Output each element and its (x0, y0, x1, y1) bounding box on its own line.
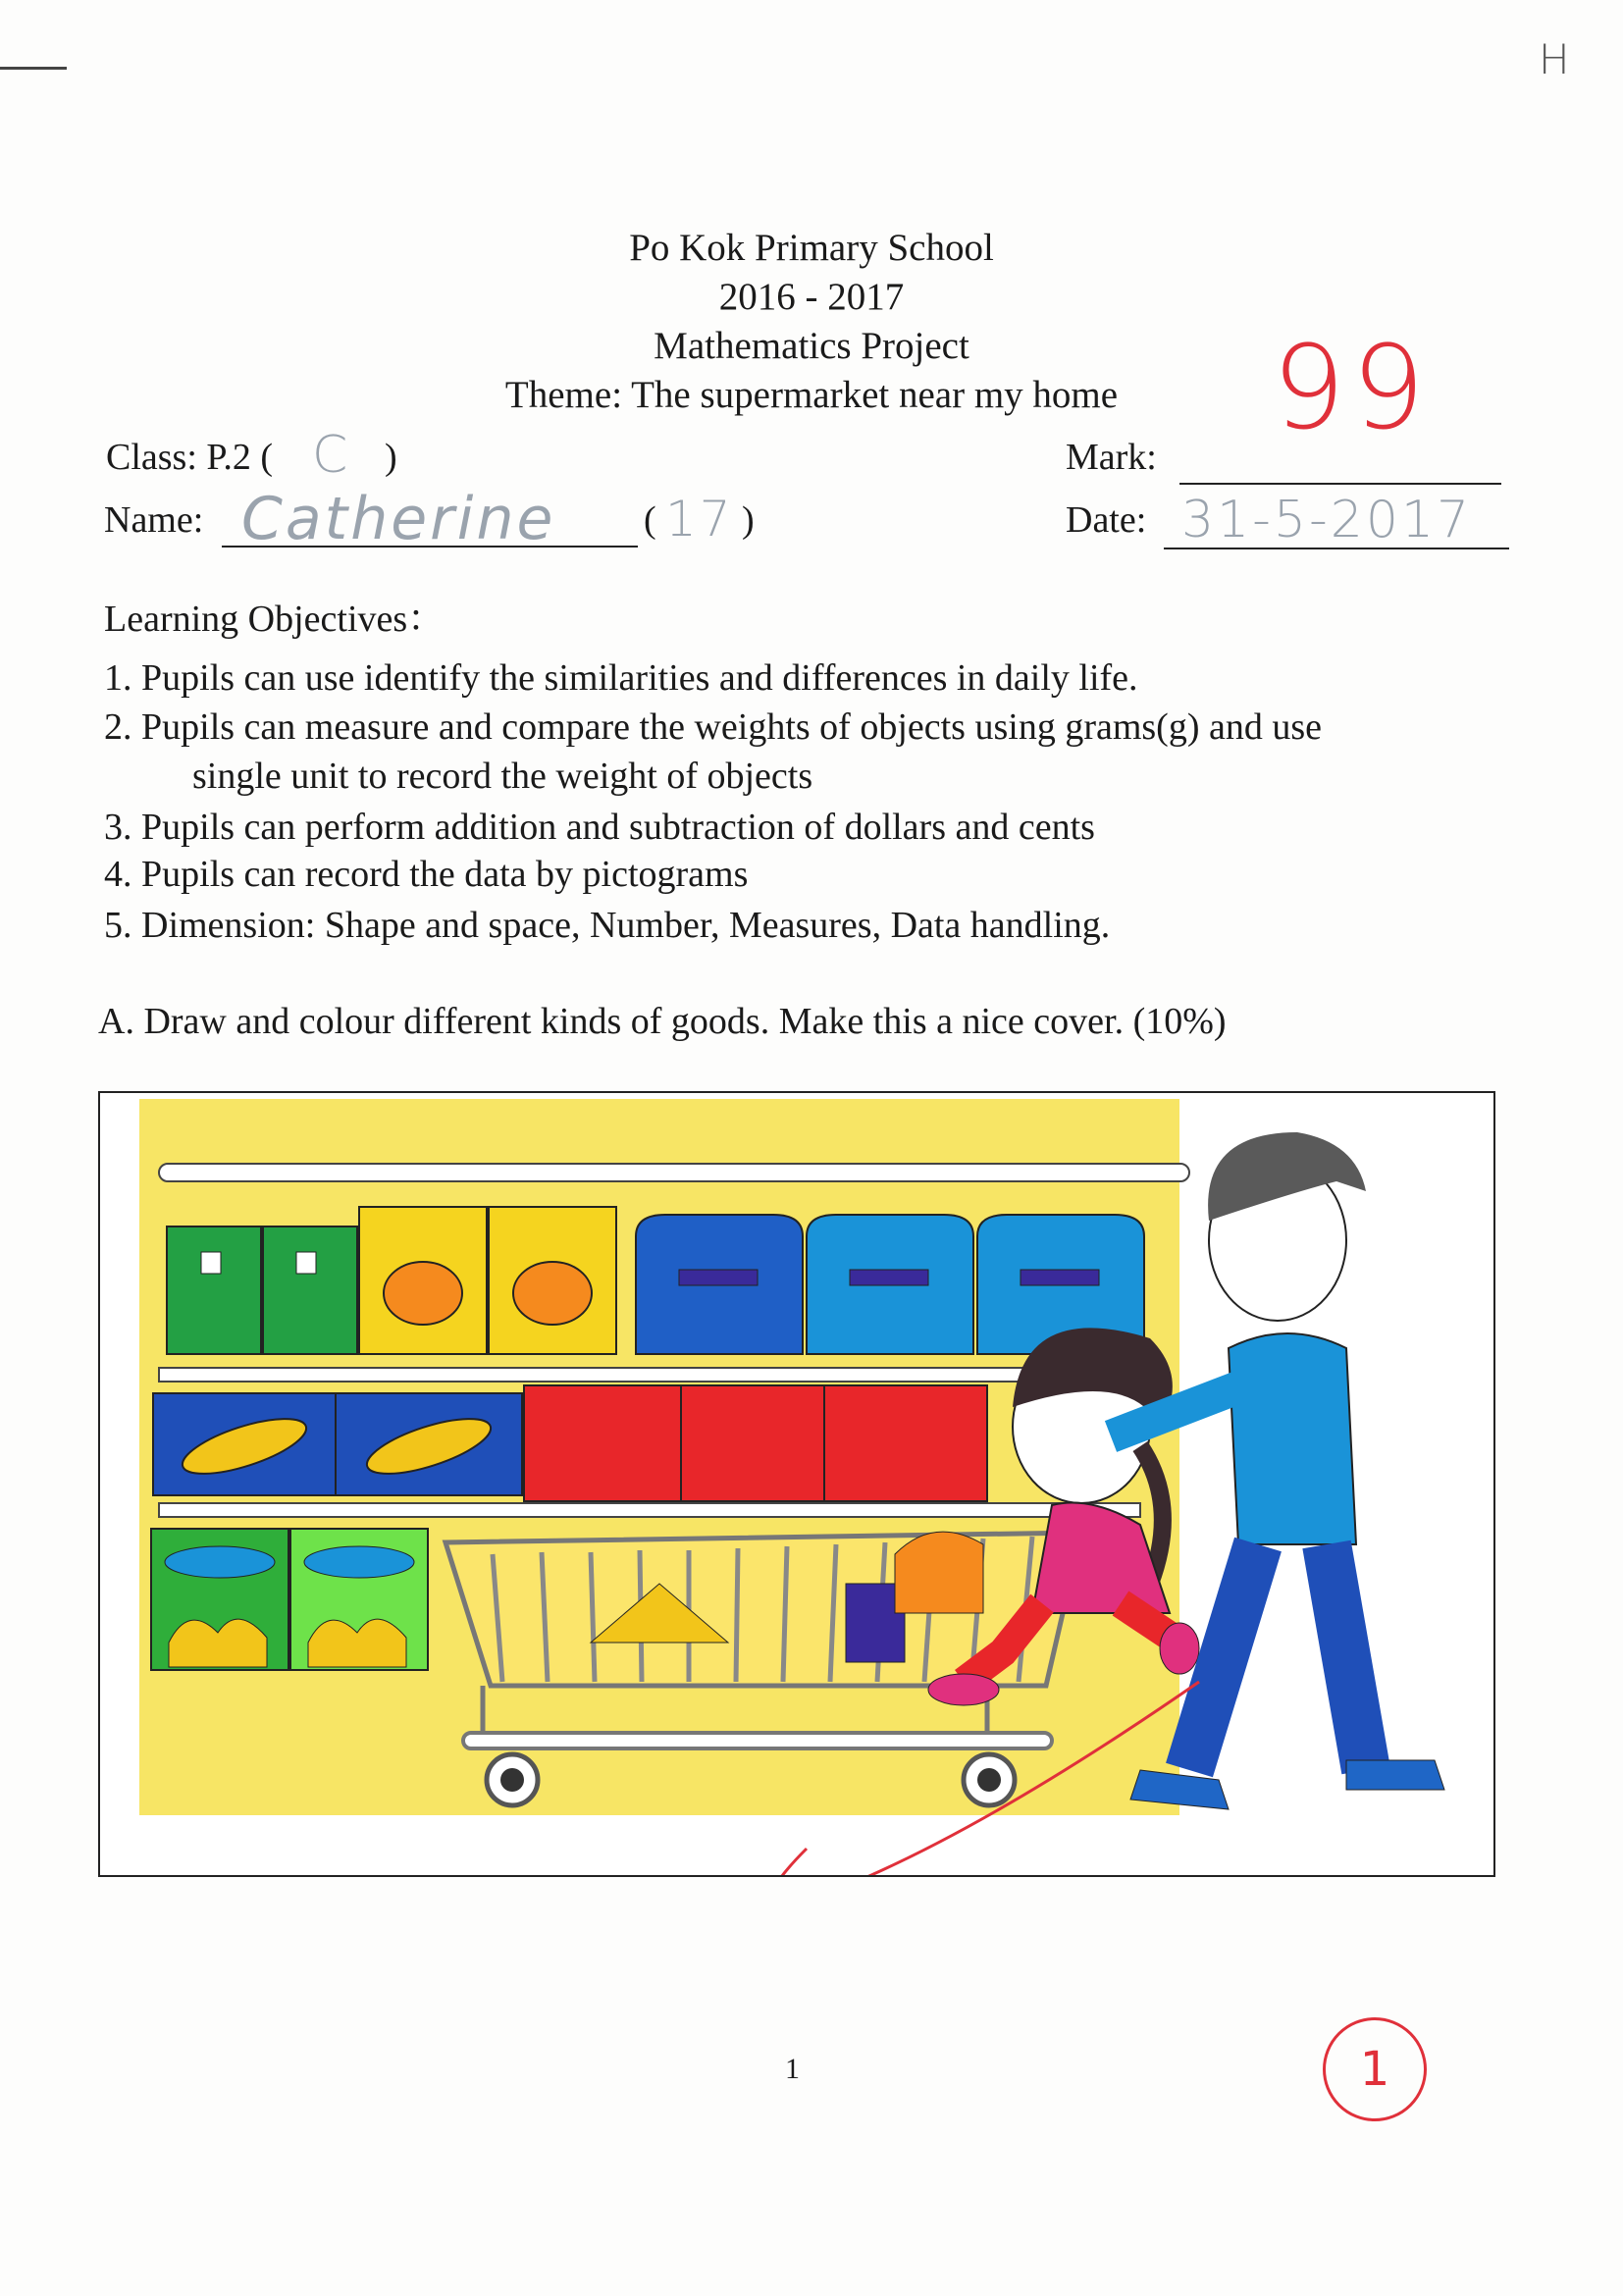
number-close: ) (742, 499, 755, 541)
top-shelf-bar (159, 1164, 1189, 1181)
objective-3: 3. Pupils can perform addition and subtraction of dollars and cents (104, 807, 1095, 848)
corner-mark: H (1539, 35, 1570, 83)
supermarket-illustration (100, 1093, 1493, 1875)
scan-edge-mark (0, 67, 67, 70)
cover-drawing (98, 1091, 1495, 1877)
mark-value: 99 (1272, 320, 1432, 455)
objective-4: 4. Pupils can record the data by pictograms (104, 854, 749, 895)
objectives-heading: Learning Objectives： (104, 599, 445, 640)
middle-shelf-bar (159, 1368, 1140, 1382)
class-label: Class: P.2 ( (106, 437, 273, 478)
green-boxes (167, 1226, 357, 1354)
mark-underline (1179, 483, 1501, 485)
name-value: Catherine (241, 485, 556, 553)
red-boxes (524, 1385, 987, 1501)
project-subject: Mathematics Project (654, 325, 969, 367)
class-close: ) (385, 437, 397, 478)
teacher-circle-note (1323, 2017, 1427, 2121)
orange-boxes (359, 1207, 616, 1354)
objective-5: 5. Dimension: Shape and space, Number, Measures, Data handling. (104, 905, 1111, 946)
mark-label: Mark: (1066, 437, 1157, 478)
objective-2-continued: single unit to record the weight of objects (192, 756, 813, 797)
name-label: Name: (104, 499, 204, 541)
bread-packs (153, 1393, 522, 1495)
detergent-boxes (151, 1529, 428, 1670)
date-value: 31-5-2017 (1181, 491, 1473, 549)
date-label: Date: (1066, 499, 1147, 541)
objective-1: 1. Pupils can use identify the similarities and differences in daily life. (104, 657, 1138, 699)
project-theme: Theme: The supermarket near my home (504, 374, 1119, 416)
school-year: 2016 - 2017 (718, 276, 905, 318)
number-open: ( (644, 499, 656, 541)
objective-2: 2. Pupils can measure and compare the weights of objects using grams(g) and use (104, 706, 1323, 748)
class-value: C (312, 426, 351, 485)
lower-shelf-bar (159, 1503, 1140, 1517)
number-value: 17 (665, 491, 734, 548)
teacher-note-text: 1 (1359, 2042, 1390, 2097)
page-number: 1 (785, 2053, 800, 2085)
task-a-instruction: A. Draw and colour different kinds of goods. Make this a nice cover. (10%) (98, 1001, 1227, 1042)
school-name: Po Kok Primary School (629, 227, 994, 269)
